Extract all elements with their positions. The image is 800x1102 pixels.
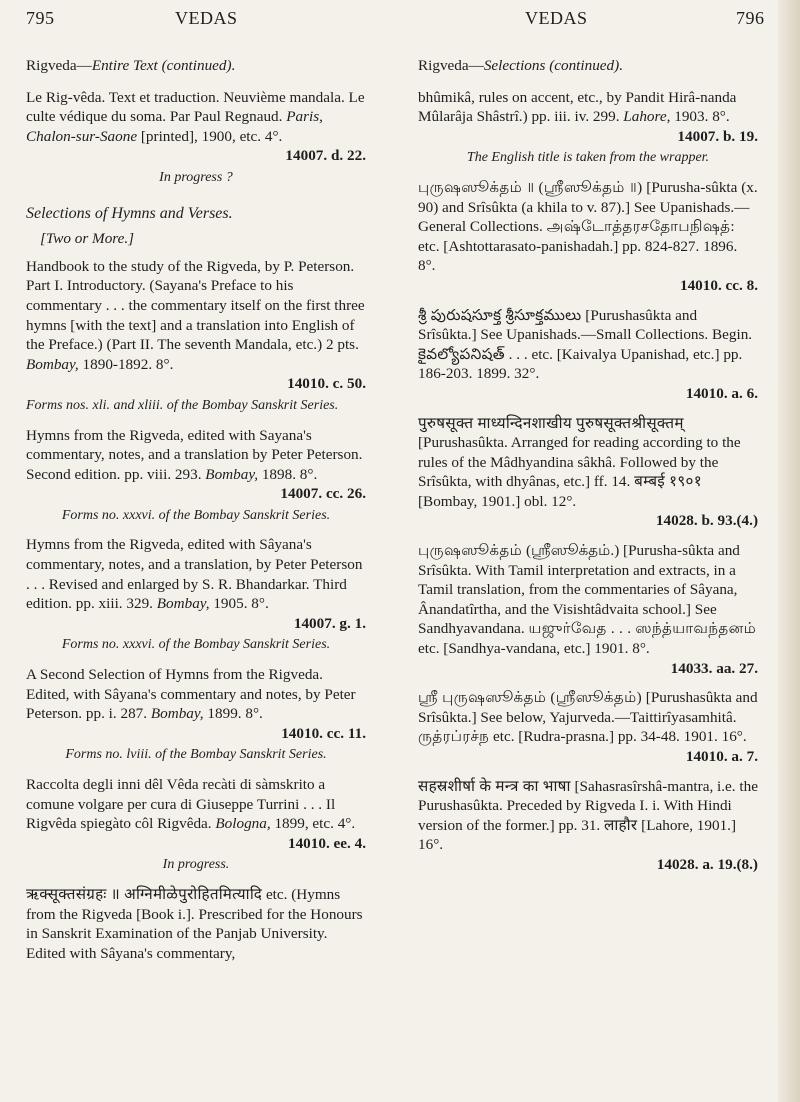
catalog-entry: Hymns from the Rigveda, edited with Sayana's commentary, notes, and a translation by Peter Peterson. Second edition. pp. viii. 293. Bombay, 1898. 8°. 14007. cc. 26. Forms no. xxxvi. of the Bombay Sanskrit Series. (26, 426, 366, 526)
header-prefix: Rigveda (26, 57, 77, 74)
left-page-number: 795 (26, 8, 55, 28)
devanagari-title: सहस्रशीर्षा के मन्त्र का भाषा (418, 777, 571, 795)
shelfmark: 14007. cc. 26. (280, 485, 366, 503)
telugu-title: శ్రీ పురుషసూక్త శ్రీసూక్తములు (418, 306, 582, 324)
entry-note: Forms nos. xli. and xliii. of the Bombay Sanskrit Series. (26, 397, 339, 413)
catalog-entry: सहस्रशीर्षा के मन्त्र का भाषा [Sahasrasîrshâ-mantra, i.e. the Purushasûkta. Preceded by Rigveda I. i. With Hindi version of the former.] pp. 31. लाहौर [Lahore, 1901.] 16°. 14028. a. 19.(8.) (418, 777, 758, 873)
entry-note: In progress ? (159, 169, 233, 185)
shelfmark: 14010. cc. 11. (281, 724, 366, 742)
section-title: Selections of Hymns and Verses. (26, 204, 233, 222)
catalog-entry: ऋक्सूक्तसंग्रहः ॥ अग्निमीळेपुरोहितमित्यादि etc. (Hymns from the Rigveda [Book i.]. Prescribed for the Honours in Sanskrit Examination of the Panjab University. Edited with Sâyana's commentary, (26, 885, 363, 962)
right-running-title: VEDAS (525, 8, 588, 28)
right-column-header: Rigveda—Selections (continued). (418, 57, 623, 74)
catalog-entry: Raccolta degli inni dêl Vêda recàti di sàmskrito a comune volgare per cura di Giuseppe Turrini . . . Il Rigvêda spiegàto côl Rigvêda. Bologna, 1899, etc. 4°. 14010. ee. 4. In progress. (26, 775, 366, 875)
left-running-title: VEDAS (175, 8, 238, 28)
section-subtitle: [Two or More.] (40, 230, 135, 248)
catalog-entry: bhûmikâ, rules on accent, etc., by Pandit Hirâ-nanda Mûlarâja Shâstrî.) pp. iii. iv. 299. Lahore, 1903. 8°. 14007. b. 19. The English title is taken from the wrapper. (418, 88, 758, 168)
entry-note: The English title is taken from the wrapper. (466, 150, 710, 166)
left-column (26, 56, 366, 973)
tamil-title: புருஷஸூக்தம் ॥ (ஸ்ரீஸூக்தம் ॥) (418, 178, 643, 196)
catalog-entry: புருஷஸூக்தம் ॥ (ஸ்ரீஸூக்தம் ॥) [Purusha-sûkta (x. 90) and Srîsûkta (a khila to v. 87).] See Upanishads.—General Collections. அஷ்டோத்தரசதோபநிஷத்: etc. [Ashtottarasato-panishadah.] pp. 824-827. 1896. 8°. 14010. cc. 8. (418, 178, 758, 294)
catalog-entry: Handbook to the study of the Rigveda, by P. Peterson. Part I. Introductory. (Sayana's Preface to his commentary . . . the commentary itself on the first three hymns [with the text] and a translation into English of the Preface.) (Part II. The seventh Mandala, etc.) 2 pts. Bombay, 1890-1892. 8°. 14010. c. 50. Forms nos. xli. and xliii. of the Bombay Sanskrit Series. (26, 257, 366, 416)
tamil-title: புருஷஸூக்தம் (418, 542, 523, 560)
shelfmark: 14007. d. 22. (285, 147, 366, 165)
entry-note: In progress. (162, 857, 230, 873)
catalog-entry: శ్రీ పురుషసూక్త శ్రీసూక్తములు [Purushasûkta and Srîsûkta.] See Upanishads.—Small Collections. Begin. కైవల్యోపనిషత్ . . . etc. [Kaivalya Upanishad, etc.] pp. 186-203. 1899. 32°. 14010. a. 6. (418, 306, 758, 402)
tamil-title: ஸ்ரீ புருஷஸூக்தம் (ஸ்ரீஸூக்தம்) (418, 689, 642, 707)
shelfmark: 14010. c. 50. (287, 375, 366, 393)
shelfmark: 14010. a. 6. (685, 384, 758, 402)
shelfmark: 14007. g. 1. (293, 614, 366, 632)
shelfmark: 14010. ee. 4. (287, 834, 366, 852)
entry-note: Forms no. lviii. of the Bombay Sanskrit Series. (65, 747, 327, 763)
running-head (0, 8, 780, 34)
catalog-entry: புருஷஸூக்தம் (ஸ்ரீஸூக்தம்.) [Purusha-sûkta and Srîsûkta. With Tamil interpretation and extracts, in a Tamil translation, from the commentaries of Sâyana, Ânandatîrtha, and the Visishtâdvaita school.] See Sandhyavandana. யஜுர்வேத . . . ஸந்த்யாவந்தனம் etc. [Sandhya-vandana, etc.] 1901. 8°. 14033. aa. 27. (418, 542, 758, 677)
right-column (418, 56, 758, 885)
shelfmark: 14028. b. 93.(4.) (655, 512, 758, 530)
entry-note: Forms no. xxxvi. of the Bombay Sanskrit Series. (61, 637, 331, 653)
shelfmark: 14007. b. 19. (677, 127, 758, 145)
devanagari-title: ऋक्सूक्तसंग्रहः ॥ अग्निमीळेपुरोहितमित्यादि (26, 885, 263, 903)
catalog-entry: ஸ்ரீ புருஷஸூக்தம் (ஸ்ரீஸூக்தம்) [Purushasûkta and Srîsûkta.] See below, Yajurveda.—Taittirîyasamhitâ. ருத்ரப்ரச்ந etc. [Rudra-prasna.] pp. 34-48. 1901. 16°. 14010. a. 7. (418, 689, 758, 765)
entry-note: Forms no. xxxvi. of the Bombay Sanskrit Series. (61, 507, 331, 523)
page-edge-shadow (778, 0, 800, 1102)
shelfmark: 14010. cc. 8. (679, 276, 758, 294)
catalog-entry: Hymns from the Rigveda, edited with Sâyana's commentary, notes, and a translation, by Peter Peterson . . . Revised and enlarged by S. R. Bhandarkar. Third edition. pp. xiii. 329. Bombay, 1905. 8°. 14007. g. 1. Forms no. xxxvi. of the Bombay Sanskrit Series. (26, 535, 366, 655)
catalog-entry: Le Rig-vêda. Text et traduction. Neuvième mandala. Le culte védique du soma. Par Paul Regnaud. Paris, Chalon-sur-Saone [printed], 1900, etc. 4°. 14007. d. 22. In progress ? (26, 88, 366, 188)
devanagari-title: पुरुषसूक्त माध्यन्दिनशाखीय पुरुषसूक्तश्रीसूक्तम् (418, 414, 684, 432)
shelfmark: 14028. a. 19.(8.) (656, 855, 758, 873)
right-page-number: 796 (736, 8, 765, 28)
catalog-entry: पुरुषसूक्त माध्यन्दिनशाखीय पुरुषसूक्तश्रीसूक्तम् [Purushasûkta. Arranged for reading according to the rules of the Mâdhyandina sâkhâ. Followed by the Srîsûkta, with dhyânas, etc.] ff. 14. बम्बई १९०१ [Bombay, 1901.] obl. 12°. 14028. b. 93.(4.) (418, 414, 758, 530)
catalog-entry: A Second Selection of Hymns from the Rigveda. Edited, with Sâyana's commentary and notes, by Peter Peterson. pp. i. 287. Bombay, 1899. 8°. 14010. cc. 11. Forms no. lviii. of the Bombay Sanskrit Series. (26, 665, 366, 765)
shelfmark: 14033. aa. 27. (670, 659, 758, 677)
shelfmark: 14010. a. 7. (685, 748, 758, 765)
left-column-header: Rigveda—Entire Text (continued). (26, 57, 236, 74)
